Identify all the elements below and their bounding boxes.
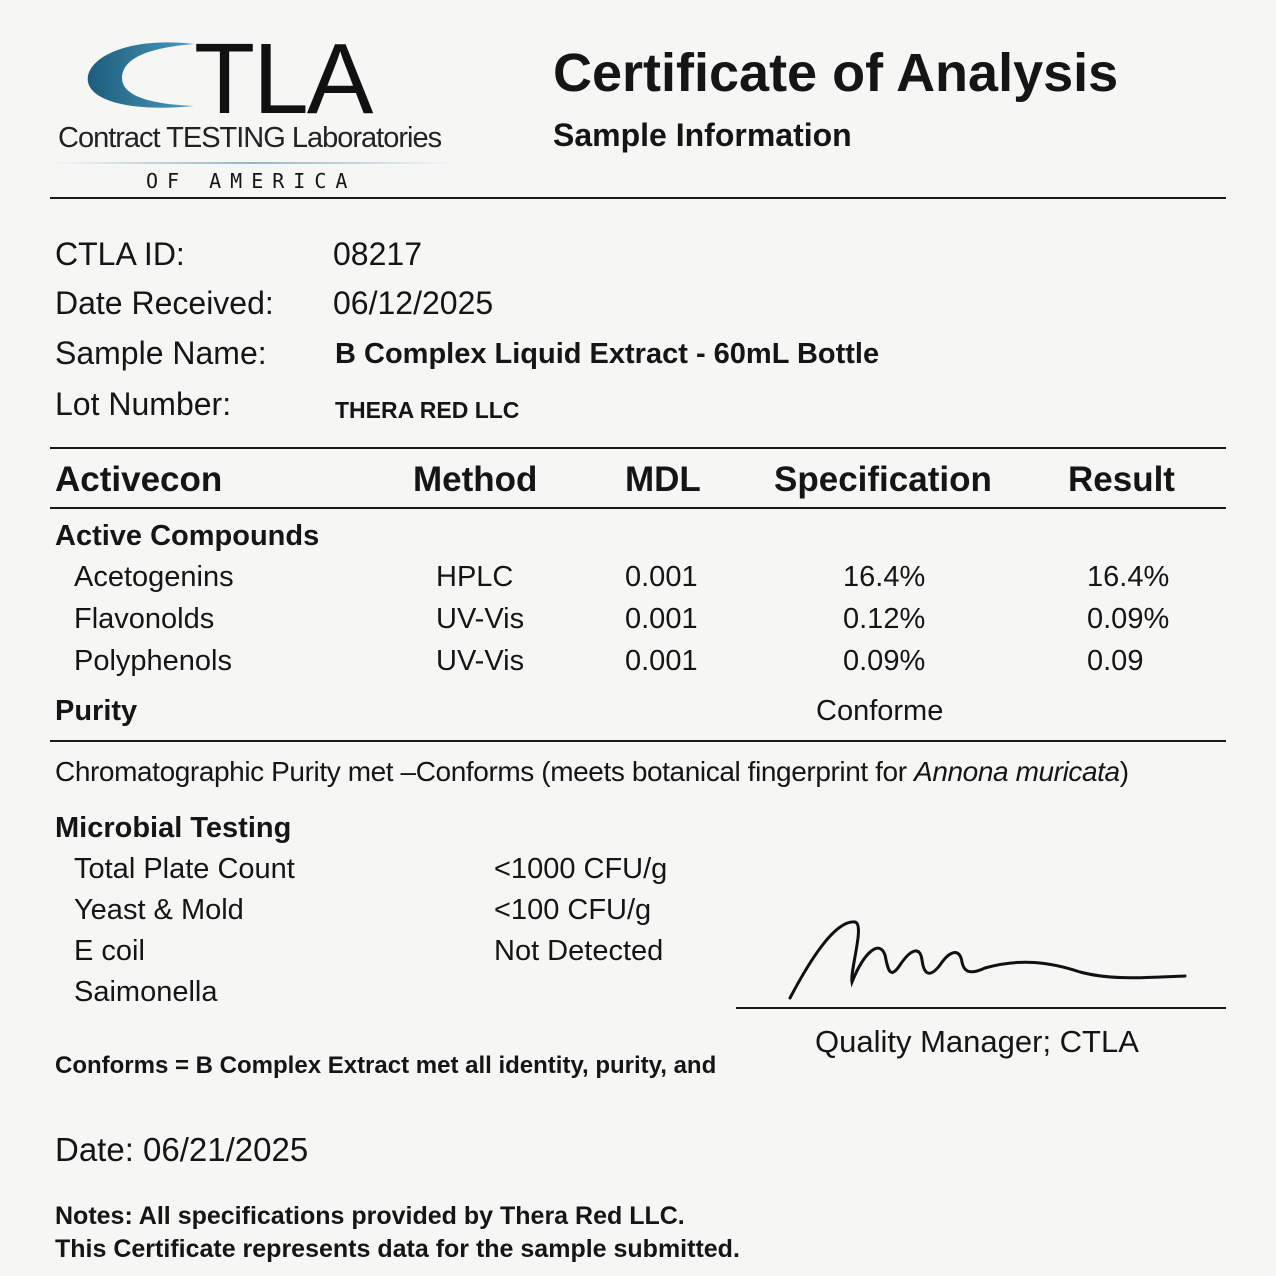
signature-caption: Quality Manager; CTLA: [815, 1024, 1139, 1059]
result: 0.09%: [1087, 603, 1170, 635]
logo-letters: TLA: [194, 23, 372, 135]
microbial-title: Microbial Testing: [55, 812, 292, 844]
mdl: 0.001: [625, 603, 698, 635]
microbial-test-value: <1000 CFU/g: [494, 853, 668, 885]
microbial-test-value: Not Detected: [494, 935, 664, 967]
section-heading: Active Compounds: [55, 520, 320, 552]
lot-number-value: THERA RED LLC: [335, 397, 520, 423]
column-header: Specification: [774, 460, 992, 499]
ctla-id-label: CTLA ID:: [55, 236, 185, 272]
report-date: [55, 1131, 308, 1169]
column-header: MDL: [625, 460, 701, 499]
microbial-test-name: Saimonella: [74, 976, 218, 1008]
divider: [50, 447, 1226, 449]
logo-divider: [52, 162, 452, 164]
microbial-test-name: Yeast & Mold: [74, 894, 244, 926]
logo-line1: Contract TESTING Laboratories: [58, 122, 442, 154]
microbial-test-value: <100 CFU/g: [494, 894, 652, 926]
logo-line2: OF AMERICA: [146, 169, 357, 193]
sample-name-value: B Complex Liquid Extract - 60mL Bottle: [335, 338, 880, 370]
column-header: Method: [413, 460, 538, 499]
notes-line: Notes: All specifications provided by Thera Red LLC.: [55, 1202, 685, 1230]
chromatographic-note: [55, 756, 1129, 788]
notes-line: This Certificate represents data for the sample submitted.: [55, 1235, 740, 1263]
logo-crescent-icon: [84, 40, 204, 112]
date-label: Date:: [55, 1131, 134, 1168]
date-value: 06/21/2025: [143, 1131, 309, 1168]
compound-name: Flavonolds: [74, 603, 215, 635]
specification: 0.12%: [843, 603, 926, 635]
method: UV-Vis: [436, 645, 525, 677]
microbial-test-name: Total Plate Count: [74, 853, 295, 885]
result: 0.09: [1087, 645, 1144, 677]
specification: 16.4%: [843, 561, 926, 593]
divider: [50, 197, 1226, 199]
mdl: 0.001: [625, 561, 698, 593]
result: 16.4%: [1087, 561, 1170, 593]
page-subtitle: Sample Information: [553, 117, 852, 153]
ctla-id-value: 08217: [333, 236, 422, 272]
page-title: Certificate of Analysis: [553, 43, 1119, 103]
lot-number-label: Lot Number:: [55, 386, 232, 422]
divider: [50, 740, 1226, 742]
purity-value: Conforme: [816, 695, 944, 727]
column-header: Activecon: [55, 460, 223, 499]
microbial-test-name: E coil: [74, 935, 145, 967]
purity-label: Purity: [55, 695, 138, 727]
signature-image: [780, 910, 1200, 1005]
column-header: Result: [1068, 460, 1175, 499]
method: HPLC: [436, 561, 514, 593]
method: UV-Vis: [436, 603, 525, 635]
compound-name: Acetogenins: [74, 561, 234, 593]
date-received-label: Date Received:: [55, 285, 274, 321]
divider: [50, 507, 1226, 509]
mdl: 0.001: [625, 645, 698, 677]
chromatographic-text: Chromatographic Purity met –Conforms (meets botanical fingerprint for: [55, 756, 915, 787]
closing-paren: ): [1119, 756, 1129, 787]
conforms-note: Conforms = B Complex Extract met all identity, purity, and: [55, 1052, 717, 1079]
date-received-value: 06/12/2025: [333, 285, 494, 321]
specification: 0.09%: [843, 645, 926, 677]
compound-name: Polyphenols: [74, 645, 232, 677]
sample-name-label: Sample Name:: [55, 335, 267, 371]
signature-line: [736, 1007, 1226, 1009]
species-name: Annona muricata: [914, 756, 1120, 787]
